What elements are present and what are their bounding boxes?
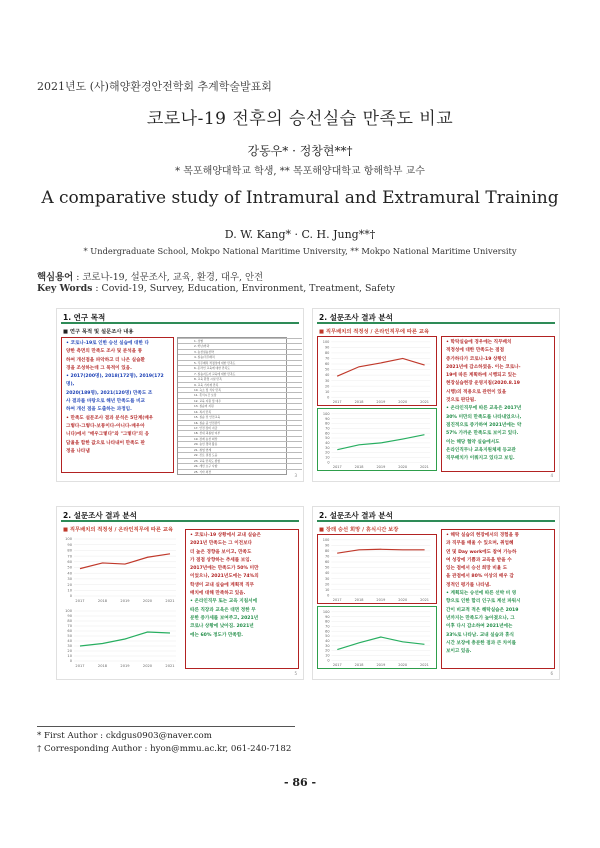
page-number: - 86 - <box>283 776 317 789</box>
y-tick-label: 100 <box>322 610 330 615</box>
y-tick-label: 10 <box>324 587 330 592</box>
slide-page-number: 5 <box>294 671 297 676</box>
x-tick-label: 2021 <box>165 664 175 668</box>
bullet-line: 답율을 합한 값으로 나타내어 만족도 판 <box>66 440 145 446</box>
bullet-line: 2020(189명), 2021(120명) 만족도 조 <box>66 390 153 396</box>
slide-page-number: 4 <box>550 473 553 478</box>
y-tick-label: 70 <box>324 554 330 559</box>
bullet-line: • 2017(200명), 2018(172명), 2019(172명), <box>66 374 164 388</box>
y-tick-label: 80 <box>324 549 330 554</box>
x-tick-label: 2021 <box>420 663 429 668</box>
y-tick-label: 0 <box>327 593 330 598</box>
conference-header: 2021년도 (사)해양환경안전학회 추계학술발표회 <box>37 80 272 93</box>
bullet-line: 간이 비교적 적은 해탁실습은 2019 <box>446 607 519 613</box>
y-tick-label: 40 <box>67 571 72 576</box>
table-row: 15. 실습 전 안전교육 <box>178 414 302 420</box>
bullet-line: 2021년에 감소하였음. 이는 코로나- <box>446 364 521 370</box>
series-line <box>337 435 424 450</box>
x-tick-label: 2017 <box>332 663 342 668</box>
y-tick-label: 10 <box>325 653 330 658</box>
table-row: 2. 학년/학과 <box>178 343 302 349</box>
authors-english: D. W. Kang* · C. H. Jung**† <box>224 228 376 241</box>
y-tick-label: 20 <box>324 582 330 587</box>
slide-page-number: 3 <box>294 473 297 478</box>
affiliations-korean: * 목포해양대학교 학생, ** 목포해양대학교 항해학부 교수 <box>175 166 425 177</box>
chart-online-education <box>317 408 437 471</box>
table-row: 1. 성별 <box>178 338 302 344</box>
table-row: 13. 실습비 지원 <box>178 403 302 409</box>
x-tick-label: 2018 <box>354 663 364 668</box>
y-tick-label: 80 <box>324 351 330 356</box>
table-row: 10. 숙소 및 식사 만족 <box>178 387 302 393</box>
footnote-corresponding-author: † Corresponding Author : hyon@mmu.ac.kr, 061-240-7182 <box>37 744 292 754</box>
y-tick-label: 70 <box>67 624 72 629</box>
bullet-line: 정을 나타냄 <box>66 448 90 454</box>
bullet-line: 더 높은 경향을 보이고, 만족도 <box>190 549 252 555</box>
bullet-line: 직무배치가 이뤄지고 있다고 보임. <box>446 456 515 462</box>
bullet-line: 이후 다시 감소하여 2021년에는 <box>446 624 513 630</box>
y-tick-label: 100 <box>65 609 72 614</box>
chart-rest-time <box>317 606 437 669</box>
table-row: 17. 안전 장비 지급 <box>178 425 302 431</box>
keywords-korean-text: : 코로나-19, 설문조사, 교육, 환경, 대우, 안전 <box>76 272 264 283</box>
line-chart <box>318 409 436 470</box>
bullet-line: 적정성에 대한 만족도는 점점 <box>446 348 505 354</box>
y-tick-label: 20 <box>324 384 330 389</box>
y-tick-label: 60 <box>324 362 330 367</box>
x-tick-label: 2021 <box>420 465 429 470</box>
bullet-line: 배치에 대해 만족하고 있음. <box>190 591 246 597</box>
line-chart <box>318 607 436 668</box>
x-tick-label: 2018 <box>97 664 108 668</box>
y-tick-label: 30 <box>324 378 330 383</box>
table-row: 21. 취업 연계 <box>178 447 302 453</box>
series-line <box>337 637 424 650</box>
bullet-line: 30% 미만의 만족도를 나타내었으나, <box>446 414 522 420</box>
bullet-line: • 만족도 설문조사 결과 분석은 5단계(매우 <box>66 415 154 421</box>
keywords-korean <box>37 269 263 283</box>
y-tick-label: 30 <box>325 643 330 648</box>
y-tick-label: 90 <box>67 542 72 547</box>
x-tick-label: 2021 <box>420 598 430 603</box>
y-tick-label: 40 <box>325 441 330 446</box>
bullet-line: 2021년 만족도는 그 이전보다 <box>190 541 252 547</box>
footnote-divider <box>37 726 295 727</box>
bullet-line: 19에 따른 계획하에 시행되고 있는 <box>446 373 517 379</box>
y-tick-label: 0 <box>69 659 72 664</box>
y-tick-label: 20 <box>67 582 72 587</box>
x-tick-label: 2018 <box>354 465 364 470</box>
table-row: 3. 승선실습선박 <box>178 349 302 355</box>
footnote-first-author: * First Author : ckdgus0903@naver.com <box>37 731 212 741</box>
x-tick-label: 2020 <box>142 664 153 668</box>
y-tick-label: 10 <box>325 455 330 460</box>
x-tick-label: 2019 <box>120 664 130 668</box>
x-tick-label: 2021 <box>420 400 430 405</box>
x-tick-label: 2017 <box>75 599 85 603</box>
bullet-line: 니다)에서 "매우그렇다"와 "그렇다"의 응 <box>66 432 150 438</box>
bullet-line: 시행)의 적용으로 관련이 있을 <box>446 389 507 395</box>
title-english: A comparative study of Intramural and Extramural Training <box>41 188 559 208</box>
line-chart <box>61 534 181 604</box>
authors-korean: 강동우* · 정창현**† <box>247 144 353 158</box>
x-tick-label: 2019 <box>376 598 386 603</box>
bullet-line: 과 직무를 배울 수 있으며, 취업혜 <box>446 541 514 547</box>
keywords-english-text: : Covid-19, Survey, Education, Environment, Treatment, Safety <box>95 283 396 294</box>
slide-subtitle: ■ 직무배치의 적정성 / 온라인직무에 따른 교육 <box>63 527 174 533</box>
bullet-line: 학생이 교내 실습에 계획적 직무 <box>190 582 255 588</box>
table-row: 8. 교육 환경 시설 만족 <box>178 376 302 382</box>
y-tick-label: 40 <box>324 373 330 378</box>
bullet-line: 하여 개선 점을 도출하는 과정임. <box>66 407 132 413</box>
y-tick-label: 50 <box>324 565 330 570</box>
bullet-line: 가 점점 상향하는 추세를 보임. <box>190 557 252 563</box>
y-tick-label: 80 <box>67 619 72 624</box>
affiliations-english: * Undergraduate School, Mokpo National Maritime University, ** Mokpo National Maritime University <box>83 246 517 256</box>
bullet-line: 현장실습현장 운영지침(2020.8.19 <box>446 381 520 387</box>
x-tick-label: 2020 <box>398 598 408 603</box>
y-tick-label: 10 <box>324 389 330 394</box>
line-chart <box>318 337 436 405</box>
series-line <box>80 632 170 646</box>
y-tick-label: 30 <box>324 576 330 581</box>
x-tick-label: 2020 <box>398 400 408 405</box>
y-tick-label: 100 <box>322 412 330 417</box>
bullet-line: 연 및 Day work에도 참여 가능하 <box>446 549 517 555</box>
y-tick-label: 60 <box>67 560 72 564</box>
x-tick-label: 2020 <box>398 663 408 668</box>
keywords-english-label: Key Words <box>37 283 93 294</box>
slide-subtitle: ■ 장래 승선 희망 / 휴식시간 보장 <box>319 527 399 533</box>
bullet-line: • 학탁실습에 경우에는 직무배치 <box>446 340 512 345</box>
table-row: 11. 휴식시간 보장 <box>178 392 302 398</box>
bullet-line: 것으로 판단됨. <box>446 398 476 404</box>
y-tick-label: 10 <box>67 588 72 593</box>
slide-research-purpose <box>56 308 304 482</box>
x-tick-label: 2017 <box>75 664 85 668</box>
x-tick-label: 2019 <box>376 400 386 405</box>
chart-job-assignment <box>317 336 437 406</box>
slide-divider <box>61 520 299 522</box>
y-tick-label: 60 <box>324 560 330 565</box>
y-tick-label: 20 <box>67 649 72 654</box>
y-tick-label: 50 <box>325 634 330 639</box>
bullet-line: 57% 가까운 만족도로 보이고 있다. <box>446 431 519 437</box>
line-chart <box>318 535 436 603</box>
x-tick-label: 2020 <box>398 465 408 470</box>
y-tick-label: 0 <box>327 395 330 400</box>
bullet-line: 년까지는 만족도가 높아졌으나, 그 <box>446 615 515 621</box>
bullet-line: 을 관점에서 80% 이상의 배우 감 <box>446 574 514 580</box>
bullet-line: 있는 점에서 승선 희망 비율 도 <box>446 566 508 572</box>
bullet-line: 정적인 평가를 나타냄. <box>446 582 491 588</box>
y-tick-label: 60 <box>325 629 330 634</box>
table-row: 16. 실습 중 안전관리 <box>178 420 302 426</box>
analysis-text-box <box>185 529 299 669</box>
y-tick-label: 20 <box>325 450 330 455</box>
y-tick-label: 0 <box>327 658 330 663</box>
bullet-line: 그렇다-그렇다-보통이다-아니다-매우아 <box>66 423 145 429</box>
y-tick-label: 10 <box>67 654 72 659</box>
slide-title: 2. 설문조사 결과 분석 <box>319 511 393 520</box>
y-tick-label: 100 <box>65 537 72 542</box>
y-tick-label: 90 <box>67 614 72 619</box>
x-tick-label: 2018 <box>354 598 364 603</box>
bullet-line: 시간 보장에 충분한 점과 큰 차이를 <box>446 640 517 646</box>
y-tick-label: 30 <box>67 577 72 582</box>
table-row: 5. 직무배치 적정성에 대한 만족도 <box>178 360 302 366</box>
x-tick-label: 2019 <box>376 465 386 470</box>
table-row: 25. 기타 의견 <box>178 469 302 475</box>
table-row: 12. 교육 지원 및 대우 <box>178 398 302 404</box>
bullet-line: 점진적으로 증가하여 2021년에는 약 <box>446 422 522 428</box>
chart-job-assignment-intramural <box>61 534 181 604</box>
x-tick-label: 2021 <box>165 599 175 603</box>
table-row: 14. 복지 만족 <box>178 409 302 415</box>
y-tick-label: 100 <box>322 340 330 345</box>
y-tick-label: 60 <box>325 431 330 436</box>
y-tick-label: 90 <box>325 614 330 619</box>
slide-divider <box>317 520 555 522</box>
keywords-korean-label: 핵심용어 <box>37 272 74 283</box>
slide-analysis-1 <box>312 308 560 482</box>
y-tick-label: 50 <box>325 436 330 441</box>
slide-title: 2. 설문조사 결과 분석 <box>63 511 137 520</box>
bullet-line: 양한 측면의 만족도 조사 및 분석을 통 <box>66 349 143 355</box>
analysis-text-box <box>441 529 555 669</box>
table-row: 22. 진로 결정 도움 <box>178 452 302 458</box>
x-tick-label: 2018 <box>97 599 108 603</box>
y-tick-label: 40 <box>67 639 72 644</box>
bullet-line: 보이고 있음. <box>446 649 472 655</box>
y-tick-label: 70 <box>324 356 330 361</box>
bullet-line: • 온라인직무 또는 교육 지침서에 <box>190 599 258 605</box>
keywords-english <box>37 283 395 294</box>
bullet-line: • 해탁 실습의 현장에서의 경험을 통 <box>446 533 520 538</box>
table-row: 6. 온라인 교육에 대한 만족도 <box>178 365 302 371</box>
bullet-line: 분한 증가세를 보여주고, 2021년 <box>190 615 259 621</box>
y-tick-label: 100 <box>322 538 330 543</box>
chart-future-boarding <box>317 534 437 604</box>
y-tick-label: 30 <box>325 445 330 450</box>
bullet-line: 하여 개선점을 파악하고 더 나은 실습환 <box>66 357 145 363</box>
bullet-line: 따른 직장과 교육은 대면 정한 무 <box>190 607 256 613</box>
x-tick-label: 2020 <box>142 599 153 603</box>
bullet-line: 이는 해당 협약 실습에서도 <box>446 439 500 445</box>
bullet-line: 사 결과를 바탕으로 해년 만족도를 비교 <box>66 399 145 405</box>
bullet-line: 증가하다가 코로나-19 상황인 <box>446 356 507 362</box>
y-tick-label: 0 <box>327 460 330 465</box>
title-korean: 코로나-19 전후의 승선실습 만족도 비교 <box>146 109 454 129</box>
slide-title: 1. 연구 목적 <box>63 313 106 322</box>
bullet-line: 향으로 인한 합리 인구로 계선 파워시 <box>446 599 521 605</box>
slide-divider <box>317 322 555 324</box>
slide-subtitle: ■ 연구 목적 및 설문조사 내용 <box>63 329 134 335</box>
x-tick-label: 2019 <box>376 663 386 668</box>
bullet-line: • 계획되는 승선에 따른 선박 비 영 <box>446 591 517 597</box>
slide-analysis-2 <box>56 506 304 680</box>
table-row: 18. 선내 괴롭힘 여부 <box>178 430 302 436</box>
line-chart <box>61 606 181 669</box>
table-row: 24. 개선 요구 사항 <box>178 463 302 469</box>
x-tick-label: 2017 <box>332 465 342 470</box>
y-tick-label: 90 <box>324 543 330 548</box>
y-tick-label: 0 <box>69 594 72 599</box>
bullet-line: 에는 60% 정도가 만족함. <box>190 632 244 638</box>
table-row: 4. 실습/직무배치 <box>178 354 302 360</box>
table-row: 7. 실습지도자 교육에 대한 만족도 <box>178 371 302 377</box>
x-tick-label: 2017 <box>332 400 342 405</box>
bullet-line: 온라인직무나 교육지원체제 등교관 <box>446 447 516 453</box>
purpose-text-box <box>61 337 174 473</box>
analysis-text-box <box>441 336 555 472</box>
slide-title: 2. 설문조사 결과 분석 <box>319 313 393 322</box>
y-tick-label: 90 <box>324 345 330 350</box>
bullet-line: 2017년에는 만족도가 50% 미만 <box>190 566 259 572</box>
bullet-line: • 코로나-19 상황에서 교내 실습은 <box>190 533 261 538</box>
slide-divider <box>61 322 299 324</box>
y-tick-label: 80 <box>325 619 330 624</box>
bullet-line: • 코로나-19로 인한 승선 실습에 대한 다 <box>66 341 149 346</box>
y-tick-label: 80 <box>325 421 330 426</box>
survey-items-table <box>177 337 287 475</box>
slide-subtitle: ■ 직무배치의 적정성 / 온라인직무에 따른 교육 <box>319 329 430 335</box>
y-tick-label: 70 <box>67 554 72 559</box>
table-row: 19. 장래 승선 희망 <box>178 436 302 442</box>
table-row: 20. 승선 경력 활용 <box>178 441 302 447</box>
y-tick-label: 70 <box>325 624 330 629</box>
table-row: 23. 교육 만족도 종합 <box>178 458 302 464</box>
slide-page-number: 6 <box>550 671 553 676</box>
bullet-line: 경을 조성하는데 그 목적이 있음. <box>66 365 132 371</box>
y-tick-label: 80 <box>67 548 72 553</box>
y-tick-label: 30 <box>67 644 72 649</box>
bullet-line: 이었으나, 2021년도에는 74%의 <box>190 574 259 580</box>
bullet-line: 코로나 상황에 낮아짐. 2021년 <box>190 624 254 630</box>
slide-analysis-3 <box>312 506 560 680</box>
y-tick-label: 90 <box>325 416 330 421</box>
y-tick-label: 50 <box>67 634 72 639</box>
y-tick-label: 20 <box>325 648 330 653</box>
y-tick-label: 40 <box>325 639 330 644</box>
y-tick-label: 50 <box>324 367 330 372</box>
bullet-line: • 온라인직무에 따른 교육은 2017년 <box>446 406 522 412</box>
bullet-line: 여 성장에 기쁨과 교육을 받을 수 <box>446 557 512 563</box>
y-tick-label: 70 <box>325 426 330 431</box>
series-line <box>337 549 424 553</box>
x-tick-label: 2019 <box>120 599 130 603</box>
bullet-line: 33%로 나타남. 교내 실습과 휴식 <box>446 632 514 638</box>
table-row: 9. 교육 기자재 만족 <box>178 382 302 388</box>
series-line <box>337 358 424 376</box>
y-tick-label: 40 <box>324 571 330 576</box>
chart-online-education-intramural <box>61 606 181 669</box>
x-tick-label: 2017 <box>332 598 342 603</box>
x-tick-label: 2018 <box>354 400 364 405</box>
y-tick-label: 50 <box>67 565 72 570</box>
y-tick-label: 60 <box>67 629 72 634</box>
